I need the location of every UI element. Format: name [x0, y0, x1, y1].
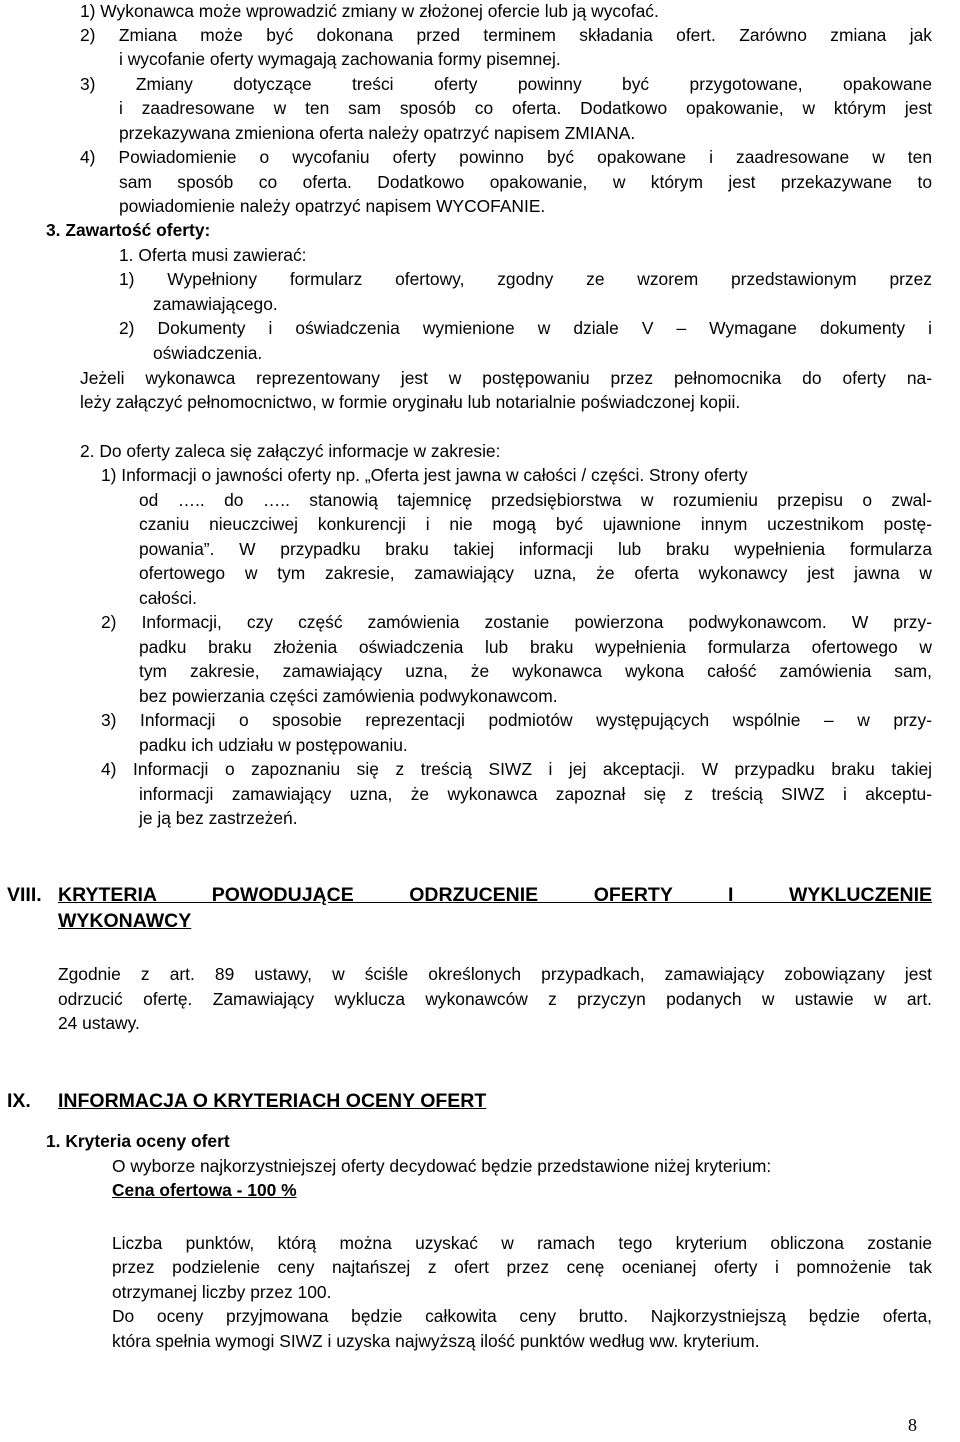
list-item-cont: je ją bez zastrzeżeń.: [139, 808, 298, 828]
list-item: 3) Informacji o sposobie reprezentacji podmiotów występujących wspólnie – w przy-: [101, 710, 932, 730]
list-item-cont: od ….. do ….. stanowią tajemnicę przedsiębiorstwa w rozumieniu przepisu o zwal-: [139, 490, 932, 510]
paragraph: Liczba punktów, którą można uzyskać w ramach tego kryterium obliczona zostanie: [112, 1233, 932, 1253]
list-item-cont: powania”. W przypadku braku takiej informacji lub braku wypełnienia formularza: [139, 539, 932, 559]
section-title: INFORMACJA O KRYTERIACH OCENY OFERT: [58, 1090, 487, 1112]
criterion-label: Cena ofertowa - 100 %: [112, 1180, 297, 1200]
paragraph: Jeżeli wykonawca reprezentowany jest w postępowaniu przez pełnomocnika do oferty na-: [80, 368, 932, 388]
list-item: 2) Dokumenty i oświadczenia wymienione w dziale V – Wymagane dokumenty i: [119, 318, 932, 338]
list-item-1: 1) Wykonawca może wprowadzić zmiany w złożonej ofercie lub ją wycofać.: [80, 1, 659, 21]
list-item: 4) Informacji o zapoznaniu się z treścią SIWZ i jej akceptacji. W przypadku braku takiej: [101, 759, 932, 779]
list-item-cont: oświadczenia.: [153, 343, 263, 363]
paragraph: Zgodnie z art. 89 ustawy, w ściśle określonych przypadkach, zamawiający zobowiązany jest: [58, 964, 932, 984]
list-item-4-cont: powiadomienie należy opatrzyć napisem WYCOFANIE.: [119, 196, 546, 216]
list-item-4-cont: sam sposób co oferta. Dodatkowo opakowanie, w którym jest przekazywane to: [119, 172, 932, 192]
list-item-3: 3) Zmiany dotyczące treści oferty powinny być przygotowane, opakowane: [80, 74, 932, 94]
subsection-heading: 1. Kryteria oceny ofert: [46, 1131, 230, 1151]
page-number: 8: [908, 1415, 917, 1435]
list-item-cont: tym zakresie, zamawiający uzna, że wykonawca wykona całość zamówienia sam,: [139, 661, 932, 681]
list-item-3-cont: przekazywana zmieniona oferta należy opatrzyć napisem ZMIANA.: [119, 123, 636, 143]
list-item: 1) Informacji o jawności oferty np. „Oferta jest jawna w całości / części. Strony oferty: [101, 465, 748, 485]
paragraph-cont: przez podzielenie ceny najtańszej z ofert przez cenę ocenianej oferty i pomnożenie tak: [112, 1257, 932, 1277]
paragraph-cont: 24 ustawy.: [58, 1013, 140, 1033]
paragraph-cont: otrzymanej liczby przez 100.: [112, 1282, 332, 1302]
section-title-cont: WYKONAWCY: [58, 910, 192, 932]
subsection-heading: 3. Zawartość oferty:: [46, 220, 211, 240]
list-item: 2) Informacji, czy część zamówienia zostanie powierzona podwykonawcom. W przy-: [101, 612, 932, 632]
list-item-2-cont: i wycofanie oferty wymagają zachowania formy pisemnej.: [119, 49, 561, 69]
paragraph-cont: odrzucić ofertę. Zamawiający wyklucza wykonawców z przyczyn podanych w ustawie w art.: [58, 989, 932, 1009]
paragraph: O wyborze najkorzystniejszej oferty decydować będzie przedstawione niżej kryterium:: [112, 1156, 772, 1176]
section-title: KRYTERIA POWODUJĄCE ODRZUCENIE OFERTY I WYKLUCZENIE: [58, 884, 932, 906]
list-item-cont: padku braku złożenia oświadczenia lub braku wypełnienia formularza ofertowego w: [139, 637, 932, 657]
list-item-2: 2) Zmiana może być dokonana przed terminem składania ofert. Zarówno zmiana jak: [80, 25, 932, 45]
list-item-cont: ofertowego w tym zakresie, zamawiający uzna, że oferta wykonawcy jest jawna w: [139, 563, 932, 583]
list-item-cont: bez powierzania części zamówienia podwykonawcom.: [139, 686, 558, 706]
list-item-cont: zamawiającego.: [153, 294, 278, 314]
list-item-cont: czaniu nieuczciwej konkurencji i nie mogą być ujawnione innym uczestnikom postę-: [139, 514, 932, 534]
paragraph-cont: która spełnia wymogi SIWZ i uzyska najwyższą ilość punktów według ww. kryterium.: [112, 1331, 760, 1351]
list-item-cont: padku ich udziału w postępowaniu.: [139, 735, 408, 755]
section-number: VIII.: [7, 884, 42, 906]
list-item-4: 4) Powiadomienie o wycofaniu oferty powinno być opakowane i zaadresowane w ten: [80, 147, 932, 167]
list-item-cont: informacji zamawiający uzna, że wykonawca zapoznał się z treścią SIWZ i akceptu-: [139, 784, 932, 804]
section-number: IX.: [7, 1090, 31, 1112]
list-item-cont: całości.: [139, 588, 197, 608]
paragraph: 1. Oferta musi zawierać:: [119, 245, 307, 265]
paragraph: 2. Do oferty zaleca się załączyć informacje w zakresie:: [80, 441, 501, 461]
list-item-3-cont: i zaadresowane w ten sam sposób co oferta. Dodatkowo opakowanie, w którym jest: [119, 98, 932, 118]
paragraph: Do oceny przyjmowana będzie całkowita ceny brutto. Najkorzystniejszą będzie oferta,: [112, 1306, 932, 1326]
paragraph-cont: leży załączyć pełnomocnictwo, w formie oryginału lub notarialnie poświadczonej kopii.: [80, 392, 741, 412]
list-item: 1) Wypełniony formularz ofertowy, zgodny ze wzorem przedstawionym przez: [119, 269, 932, 289]
